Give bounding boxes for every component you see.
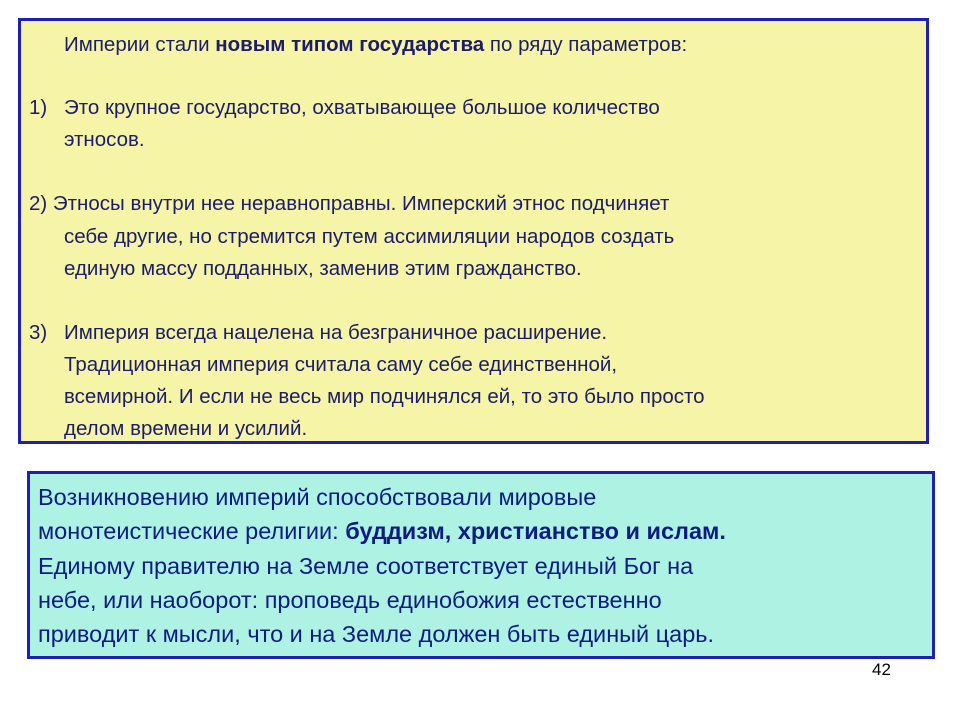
religion-line2-prefix: монотеистические религии: (38, 518, 346, 544)
religion-line1: Возникновению империй способствовали мировые (38, 484, 597, 510)
religion-line2-bold: буддизм, христианство и ислам. (345, 518, 726, 544)
empire-parameters-box (18, 18, 929, 444)
page-number: 42 (872, 660, 891, 679)
intro-line (64, 30, 687, 60)
point3-line2: Традиционная империя считала саму себе единственной, (64, 353, 618, 376)
intro-bold: новым типом государства (215, 33, 485, 56)
point2-line3: единую массу подданных, заменив этим гражданство. (64, 257, 582, 280)
religion-line4: небе, или наоборот: проповедь единобожия естественно (38, 587, 662, 613)
point1-marker: 1) (29, 96, 48, 119)
intro-prefix: Империи стали (64, 33, 216, 56)
religion-box (27, 471, 935, 659)
point3-line4: делом времени и усилий. (64, 417, 308, 440)
religion-line2 (38, 514, 726, 548)
point3-line1: Империя всегда нацелена на безграничное расширение. (64, 321, 608, 344)
point1-line2: этносов. (64, 128, 145, 151)
point2-line1 (29, 189, 669, 219)
religion-line3: Единому правителю на Земле соответствует единый Бог на (38, 553, 694, 579)
point3-line3: всемирной. И если не весь мир подчинялся ей, то это было просто (64, 385, 705, 408)
intro-suffix: по ряду параметров: (484, 33, 688, 56)
point2-marker: 2) (29, 192, 48, 215)
point2-line2: себе другие, но стремится путем ассимиляции народов создать (64, 225, 675, 248)
religion-line5: приводит к мысли, что и на Земле должен быть единый царь. (38, 621, 715, 647)
point2-line1-text: Этносы внутри нее неравноправны. Имперский этнос подчиняет (47, 192, 670, 215)
point3-marker: 3) (29, 321, 48, 344)
point1-line1: Это крупное государство, охватывающее большое количество (64, 96, 660, 119)
